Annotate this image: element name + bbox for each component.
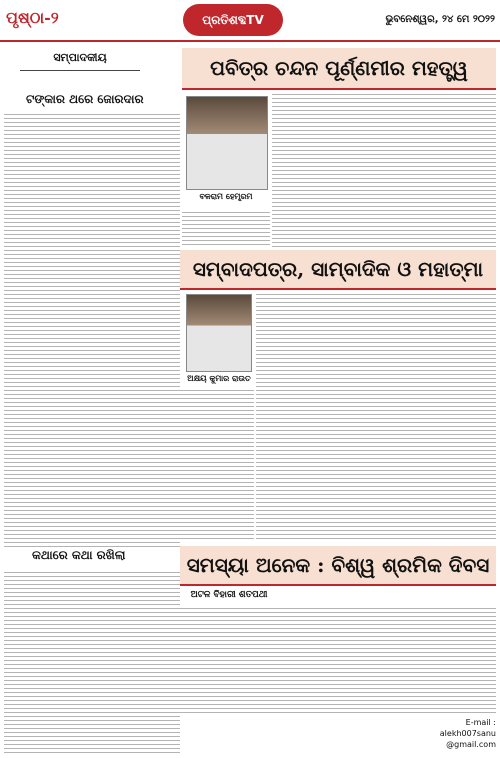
author-name-2: ଅକ୍ଷୟ କୁମାର ରାଉତ <box>187 374 251 383</box>
channel-logo: ପ୍ରତିଶବ୍ଦTV <box>183 4 283 36</box>
editorial-heading: ସମ୍ପାଦକୀୟ <box>20 46 140 71</box>
masthead-rule <box>0 40 500 42</box>
contact-email-domain: @gmail.com <box>446 740 496 749</box>
left-subhead-1: ଟଙ୍କାର ଥରେ ଜୋରଦାର <box>26 92 176 108</box>
chandan-article-body-2 <box>182 210 270 246</box>
author-name-3: ଅଟଳ ବିହାରୀ ଶତପଥୀ <box>190 590 268 600</box>
chandan-article-body <box>272 92 496 247</box>
author-photo-2 <box>186 294 252 372</box>
author-photo-1 <box>186 96 268 190</box>
sambad-article-body <box>256 292 496 542</box>
sambad-article-body-2 <box>180 388 254 542</box>
contact-email-label: E-mail : <box>465 718 496 727</box>
sambad-article-title: ସମ୍ବାଦପତ୍ର, ସାମ୍ବାଦିକ ଓ ମହାତ୍ମା <box>180 250 496 290</box>
contact-email-user: alekh007sanu <box>439 729 496 738</box>
issue-date: ଭୁବନେଶ୍ୱର, ୨୪ ମେ ୨୦୨୨ <box>385 14 495 25</box>
labour-article-body <box>180 606 496 716</box>
labour-article-title: ସମସ୍ୟା ଅନେକ : ବିଶ୍ୱ ଶ୍ରମିକ ଦିବସ <box>180 546 496 586</box>
left-article-body-1 <box>4 112 180 547</box>
author-name-1: ବଳରାମ ହେମ୍ବ୍ରମ <box>199 192 253 201</box>
page-number: ପୃଷ୍ଠା-୨ <box>6 8 59 27</box>
chandan-article-title: ପବିତ୍ର ଚନ୍ଦନ ପୂର୍ଣ୍ଣମୀର ମହତ୍ତ୍ୱ <box>182 48 496 90</box>
left-article-body-2 <box>4 570 180 754</box>
left-subhead-2: କଥାରେ କଥା ରଖିଲା <box>32 548 172 564</box>
